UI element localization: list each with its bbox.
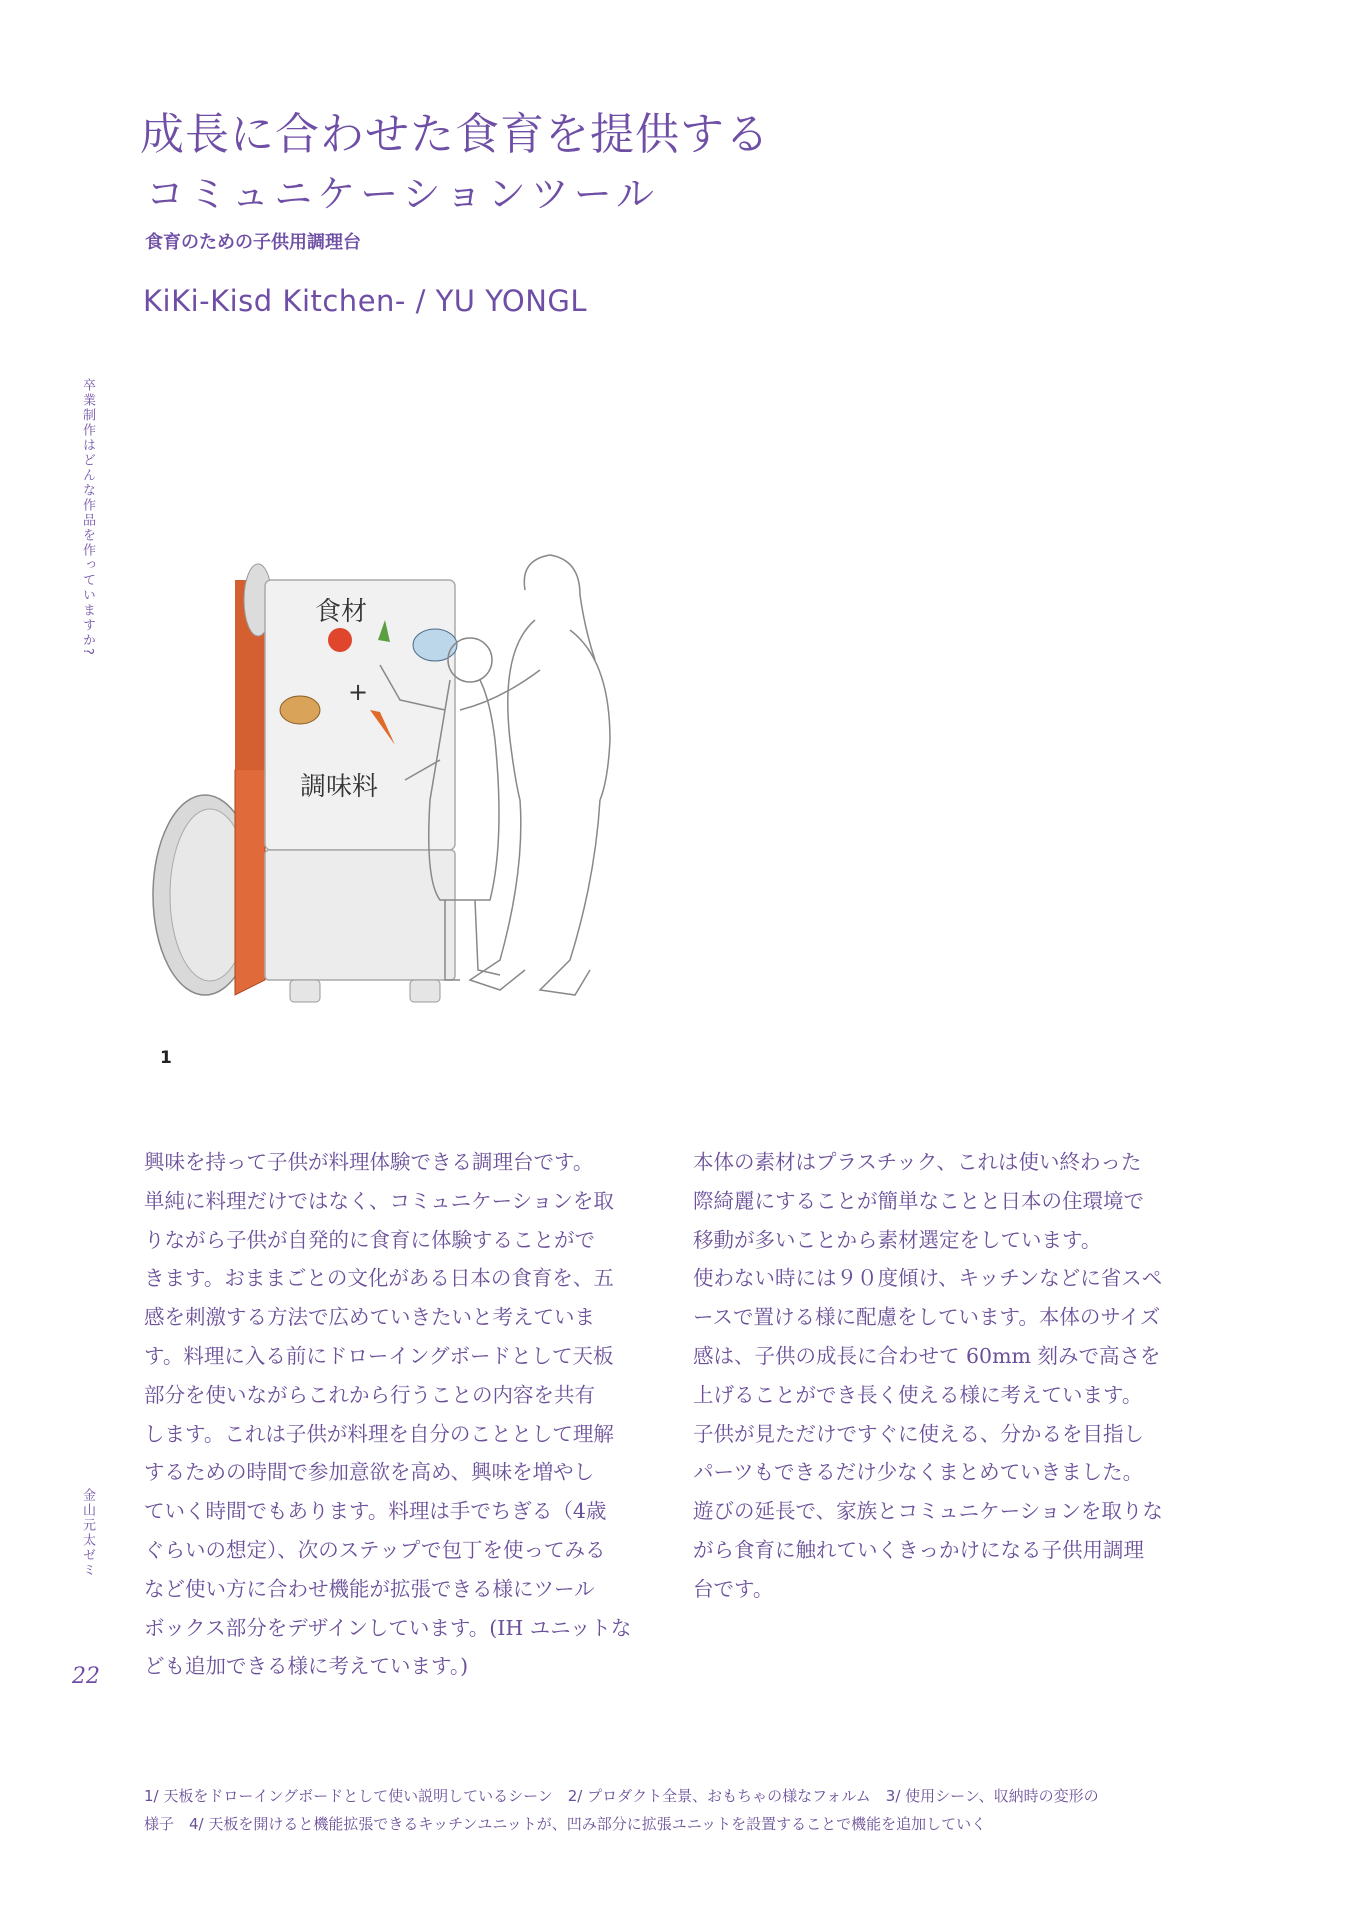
body-column-2	[693, 1143, 1163, 1609]
body-line: ども追加できる様に考えています。)	[144, 1654, 469, 1679]
body-line: 使わない時には９０度傾け、キッチンなどに省スペ	[693, 1266, 1163, 1291]
product-illustration	[140, 540, 700, 1080]
board-text-ingredients: 食材	[315, 597, 368, 627]
body-line: ボックス部分をデザインしています。(IH ユニットな	[144, 1615, 632, 1640]
body-line: 感を刺激する方法で広めていきたいと考えていま	[144, 1305, 595, 1330]
figure-caption	[144, 1782, 1099, 1838]
body-line: 興味を持って子供が料理体験できる調理台です。	[144, 1150, 594, 1174]
body-line: 移動が多いことから素材選定をしています。	[693, 1227, 1102, 1252]
body-line: 際綺麗にすることが簡単なことと日本の住環境で	[693, 1188, 1144, 1213]
body-line: 部分を使いながらこれから行うことの内容を共有	[144, 1382, 595, 1407]
body-line: するための時間で参加意欲を高め、興味を増やし	[144, 1460, 595, 1485]
body-line: す。料理に入る前にドローイングボードとして天板	[144, 1343, 614, 1368]
body-line: ぐらいの想定）、次のステップで包丁を使ってみる	[144, 1537, 606, 1562]
side-question-text: 卒業制作はどんな作品を作っていますか?	[80, 378, 95, 657]
body-line: 子供が見ただけですぐに使える、分かるを目指し	[693, 1421, 1144, 1446]
body-line: ースで置ける様に配慮をしています。本体のサイズ	[693, 1305, 1161, 1330]
body-column-1	[144, 1143, 631, 1686]
side-seminar-text: 金山元太ゼミ	[80, 1488, 95, 1578]
body-line: など使い方に合わせ機能が拡張できる様にツール	[144, 1576, 595, 1601]
project-title: KiKi-Kisd Kitchen- / YU YONGL	[143, 284, 588, 318]
figure-label: 1	[160, 1048, 172, 1068]
body-line: きます。おままごとの文化がある日本の食育を、五	[144, 1266, 614, 1291]
board-plus-sign: +	[348, 678, 369, 706]
page-subtitle: 食育のための子供用調理台	[145, 232, 361, 253]
body-line: がら食育に触れていくきっかけになる子供用調理	[693, 1537, 1144, 1562]
board-text-seasoning: 調味料	[300, 772, 379, 802]
body-line: パーツもできるだけ少なくまとめていきました。	[693, 1460, 1144, 1485]
fish-drawing	[413, 629, 457, 661]
body-line: 遊びの延長で、家族とコミュニケーションを取りな	[693, 1499, 1163, 1524]
product-base	[265, 850, 455, 980]
body-line: します。これは子供が料理を自分のこととして理解	[144, 1421, 614, 1446]
page-title-line2: コミュニケーションツール	[146, 172, 659, 216]
body-line: 本体の素材はプラスチック、これは使い終わった	[693, 1150, 1142, 1174]
body-line: 感は、子供の成長に合わせて 60mm 刻みで高さを	[693, 1343, 1161, 1368]
body-line: りながら子供が自発的に食育に体験することがで	[144, 1227, 595, 1252]
caption-line: 様子 4/ 天板を開けると機能拡張できるキッチンユニットが、凹み部分に拡張ユニットを設置することで機能を追加していく	[144, 1815, 987, 1833]
body-line: 上げることができ長く使える様に考えています。	[693, 1382, 1143, 1407]
body-line: 台です。	[693, 1576, 774, 1601]
page-number: 22	[72, 1664, 100, 1689]
body-line: ていく時間でもあります。料理は手でちぎる（4歳	[144, 1499, 607, 1524]
page-title: 成長に合わせた食育を提供する	[140, 109, 770, 160]
potato-drawing	[280, 696, 320, 724]
product-orange-side	[235, 760, 265, 995]
caption-line: 1/ 天板をドローイングボードとして使い説明しているシーン 2/ プロダクト全景、おもちゃの様なフォルム 3/ 使用シーン、収納時の変形の	[144, 1787, 1099, 1805]
body-line: 単純に料理だけではなく、コミュニケーションを取	[144, 1188, 614, 1213]
adult-figure	[460, 555, 610, 995]
tomato-drawing	[328, 628, 352, 652]
